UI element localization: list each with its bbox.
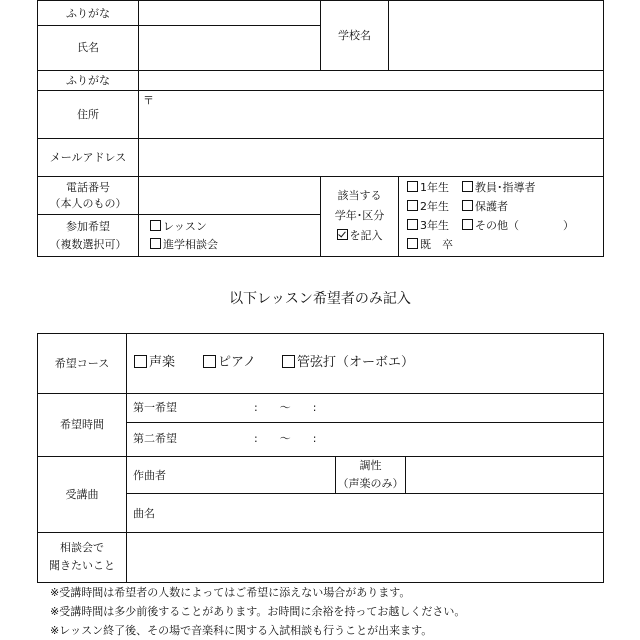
table-divider — [405, 456, 406, 493]
grade-option[interactable]: 1年生 — [407, 180, 449, 195]
table-divider — [126, 333, 127, 582]
furigana-label: ふりがな — [66, 7, 110, 20]
postal-mark: 〒 — [143, 94, 154, 107]
table-divider — [37, 393, 604, 394]
grade-option[interactable]: 2年生 — [407, 199, 449, 214]
note: ※レッスン終了後、その場で音楽科に関する入試相談も行うことが出来ます。 — [50, 624, 433, 637]
second-choice-label: 第二希望 — [133, 432, 177, 445]
composer-label: 作曲者 — [133, 469, 166, 482]
table-divider — [37, 138, 604, 139]
table-border — [603, 0, 604, 256]
address-label: 住所 — [77, 108, 99, 121]
checkbox[interactable] — [407, 181, 418, 192]
table-divider — [138, 0, 139, 256]
school-name-label: 学校名 — [338, 29, 371, 42]
name-label: 氏名 — [77, 41, 99, 54]
key-label: 調性 — [359, 459, 382, 472]
checkbox[interactable] — [134, 355, 147, 368]
checkbox[interactable] — [462, 181, 473, 192]
phone-sublabel: （本人のもの） — [49, 197, 127, 210]
grade-label: 該当する — [337, 189, 382, 202]
table-divider — [388, 0, 389, 70]
email-label: メールアドレス — [49, 151, 127, 164]
table-border — [37, 0, 604, 1]
checkbox[interactable] — [407, 200, 418, 211]
time-label: 希望時間 — [60, 418, 104, 431]
furigana-label: ふりがな — [66, 74, 110, 87]
checkbox[interactable] — [407, 219, 418, 230]
course-option-orchestra[interactable]: 管弦打（オーボエ） — [282, 355, 414, 370]
table-divider — [126, 422, 604, 423]
section-title: 以下レッスン希望者のみ記入 — [229, 291, 411, 307]
course-option-vocal[interactable]: 声楽 — [134, 355, 175, 370]
table-divider — [37, 70, 604, 71]
phone-label: 電話番号 — [66, 181, 110, 194]
note: ※受講時間は希望者の人数によってはご希望に添えない場合があります。 — [50, 586, 411, 599]
title-label: 曲名 — [133, 507, 155, 520]
table-divider — [398, 176, 399, 256]
consult-label: 相談会で — [60, 541, 104, 554]
checkbox[interactable] — [150, 220, 161, 231]
note: ※受講時間は多少前後することがあります。お時間に余裕を持ってお越しください。 — [50, 605, 466, 618]
table-border — [37, 333, 604, 334]
table-border — [37, 256, 604, 257]
course-option-piano[interactable]: ピアノ — [203, 355, 256, 370]
table-divider — [37, 532, 604, 533]
table-divider — [37, 456, 604, 457]
grade-label: を記入 — [321, 228, 398, 243]
participation-option-lesson[interactable]: レッスン — [150, 219, 207, 234]
table-border — [37, 582, 604, 583]
piece-label: 受講曲 — [65, 488, 99, 501]
checkbox[interactable] — [407, 238, 418, 249]
grade-option[interactable]: 既 卒 — [407, 237, 453, 252]
grade-label: 学年･区分 — [334, 209, 385, 222]
grade-option[interactable]: 3年生 — [407, 218, 449, 233]
first-choice-time: : ～ : — [254, 401, 317, 414]
table-divider — [37, 90, 604, 91]
table-divider — [126, 493, 604, 494]
consult-sublabel: 聞きたいこと — [49, 559, 115, 572]
grade-option[interactable]: その他（ ） — [462, 218, 574, 233]
participation-sublabel: （複数選択可） — [49, 238, 127, 251]
grade-option[interactable]: 保護者 — [462, 199, 508, 214]
checkbox[interactable] — [462, 200, 473, 211]
table-divider — [37, 176, 604, 177]
course-label: 希望コース — [54, 357, 110, 370]
participation-label: 参加希望 — [66, 220, 110, 233]
table-divider — [37, 25, 321, 26]
table-border — [603, 333, 604, 582]
first-choice-label: 第一希望 — [133, 401, 177, 414]
participation-option-consult[interactable]: 進学相談会 — [150, 237, 218, 252]
checkbox[interactable] — [150, 238, 161, 249]
checkbox[interactable] — [203, 355, 216, 368]
table-border — [37, 0, 38, 256]
checkbox[interactable] — [462, 219, 473, 230]
grade-option[interactable]: 教員･指導者 — [462, 180, 536, 195]
key-sublabel: （声楽のみ） — [337, 477, 404, 490]
table-divider — [37, 214, 321, 215]
checkbox[interactable] — [282, 355, 295, 368]
second-choice-time: : ～ : — [254, 432, 317, 445]
check-icon — [337, 229, 348, 240]
